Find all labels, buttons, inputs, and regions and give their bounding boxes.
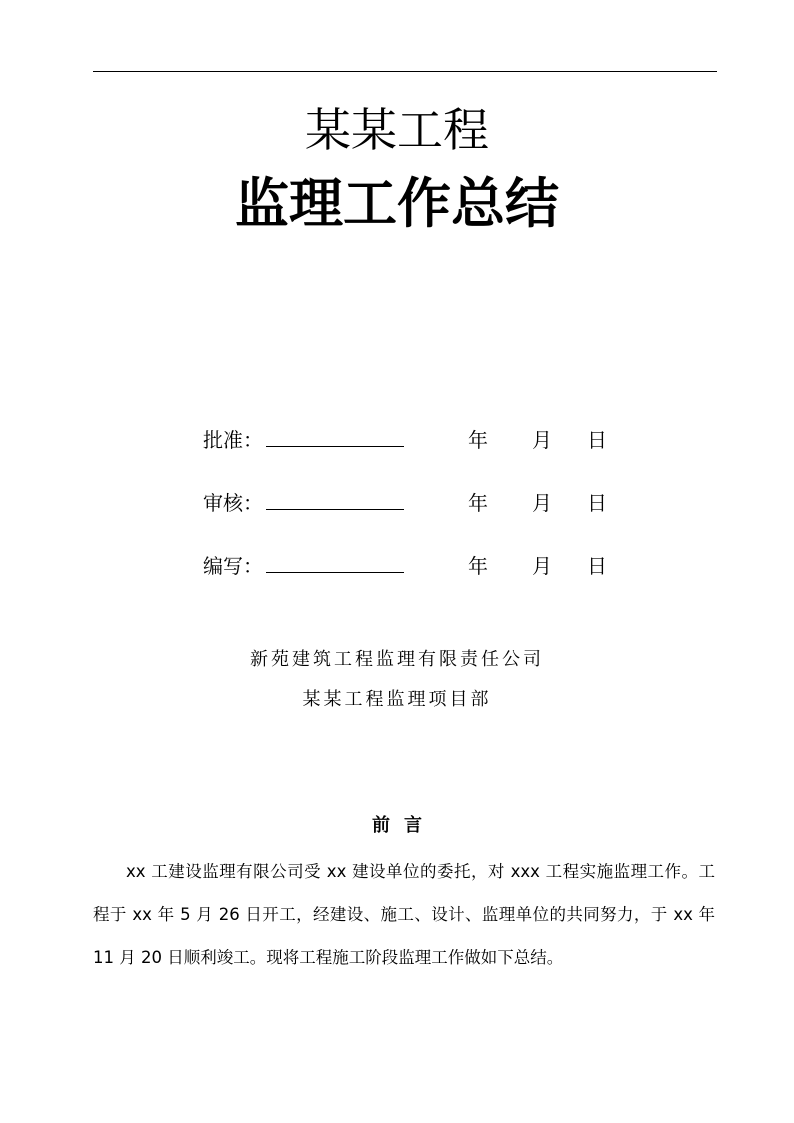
date-year-label: 年 xyxy=(468,428,488,452)
date-day-label: 日 xyxy=(587,491,607,515)
date-month-label: 月 xyxy=(532,491,552,515)
signature-row-approve xyxy=(0,425,794,455)
signature-blank-line xyxy=(266,572,404,573)
project-title: 某某工程 xyxy=(305,103,489,157)
signature-label: 编写： xyxy=(203,554,263,578)
signature-label: 批准： xyxy=(203,428,263,452)
date-year-label: 年 xyxy=(468,491,488,515)
date-month-label: 月 xyxy=(532,554,552,578)
signature-label: 审核： xyxy=(203,491,263,515)
company-name: 新苑建筑工程监理有限责任公司 xyxy=(250,649,544,670)
signature-row-author xyxy=(0,551,794,581)
date-day-label: 日 xyxy=(587,554,607,578)
date-day-label: 日 xyxy=(587,428,607,452)
signature-blank-line xyxy=(266,446,404,447)
date-month-label: 月 xyxy=(532,428,552,452)
document-title: 监理工作总结 xyxy=(235,172,559,235)
header-rule xyxy=(93,71,717,72)
project-department: 某某工程监理项目部 xyxy=(302,689,492,710)
preface-heading: 前言 xyxy=(372,815,436,836)
date-year-label: 年 xyxy=(468,554,488,578)
preface-paragraph: xx 工建设监理有限公司受 xx 建设单位的委托，对 xxx 工程实施监理工作。工程于 xx 年 5 月 26 日开工，经建设、施工、设计、监理单位的共同努力，于 xx 年 11 月 20 日顺利竣工。现将工程施工阶段监理工作做如下总结。 xyxy=(93,862,715,967)
signature-blank-line xyxy=(266,509,404,510)
signature-row-review xyxy=(0,488,794,518)
